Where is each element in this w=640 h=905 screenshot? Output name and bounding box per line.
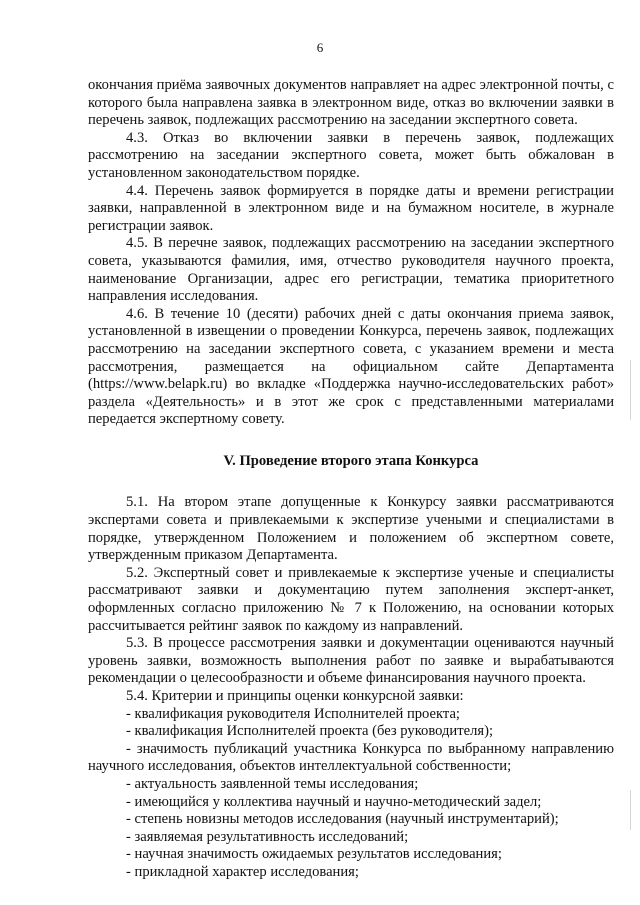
- paragraph-4-4: 4.4. Перечень заявок формируется в порядке даты и времени регистрации заявки, направленной в электронном виде и на бумажном носителе, в журнале регистрации заявок.: [88, 182, 614, 234]
- criteria-item: - значимость публикаций участника Конкурса по выбранному направлению научного исследования, объектов интеллектуальной собственности;: [88, 740, 614, 775]
- criteria-item: - степень новизны методов исследования (научный инструментарий);: [126, 811, 559, 828]
- paragraph-4-3: 4.3. Отказ во включении заявки в перечень заявок, подлежащих рассмотрению на заседании экспертного совета, может быть обжалован в установленном законодательством порядке.: [88, 129, 614, 181]
- scan-mark: [630, 360, 631, 420]
- section-heading: V. Проведение второго этапа Конкурса: [223, 452, 479, 469]
- paragraph-4-5: 4.5. В перечне заявок, подлежащих рассмотрению на заседании экспертного совета, указываются фамилия, имя, отчество руководителя научного проекта, наименование Организации, адрес его регистрации, тематика приоритетного направления исследования.: [88, 235, 614, 305]
- criteria-item: - прикладной характер исследования;: [126, 863, 359, 880]
- criteria-item: - квалификация Исполнителей проекта (без руководителя);: [126, 723, 494, 740]
- criteria-item: - актуальность заявленной темы исследования;: [126, 775, 419, 792]
- criteria-item: - квалификация руководителя Исполнителей проекта;: [126, 705, 460, 722]
- page-number: 6: [316, 40, 324, 55]
- paragraph-5-3: 5.3. В процессе рассмотрения заявки и документации оцениваются научный уровень заявки, возможность выполнения работ по заявке и вырабатываются рекомендации о целесообразности и объеме финансирования научного проекта.: [88, 635, 614, 687]
- paragraph-5-1: 5.1. На втором этапе допущенные к Конкурсу заявки рассматриваются экспертами совета и привлекаемыми к экспертизе учеными и специалистами в порядке, утвержденном Положением и положением об экспертном совете, утвержденным приказом Департамента.: [88, 494, 614, 564]
- criteria-item: - заявляемая результативность исследований;: [126, 828, 409, 845]
- document-body: [88, 77, 614, 882]
- criteria-item: - имеющийся у коллектива научный и научно-методический задел;: [126, 793, 542, 810]
- scan-mark: [630, 790, 631, 830]
- paragraph-4-6: 4.6. В течение 10 (десяти) рабочих дней с даты окончания приема заявок, установленной в извещении о проведении Конкурса, перечень заявок, подлежащих рассмотрению на заседании экспертного совета, с указанием времени и места рассмотрения, размещается на официальном сайте Департамента (https://www.belapk.ru) во вкладке «Поддержка научно-исследовательских работ» раздела «Деятельность» и в этот же срок с представленными материалами передается экспертному совету.: [88, 305, 614, 428]
- criteria-item: - научная значимость ожидаемых результатов исследования;: [126, 846, 502, 863]
- paragraph-intro: окончания приёма заявочных документов направляет на адрес электронной почты, с которого была направлена заявка в электронном виде, отказ во включении заявки в перечень заявок, подлежащих рассмотрению на заседании экспертного совета.: [88, 77, 614, 129]
- paragraph-5-4: 5.4. Критерии и принципы оценки конкурсной заявки:: [126, 688, 464, 704]
- paragraph-5-2: 5.2. Экспертный совет и привлекаемые к экспертизе ученые и специалисты рассматривают заявки и документацию путем заполнения эксперт-анкет, оформленных согласно приложению № 7 к Положению, на основании которых рассчитывается рейтинг заявок по каждому из направлений.: [88, 564, 614, 634]
